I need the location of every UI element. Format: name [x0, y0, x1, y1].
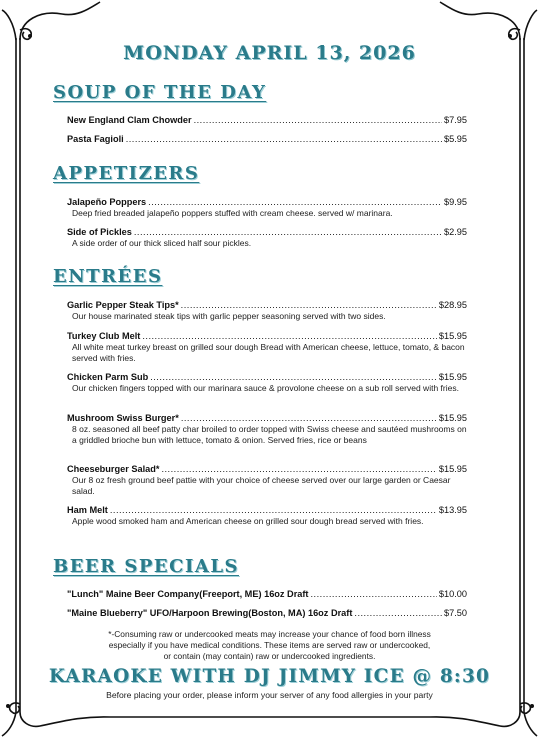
section-title-soup: SOUP OF THE DAY: [53, 82, 267, 103]
item-price: $9.95: [444, 197, 467, 207]
menu-item: [67, 330, 467, 363]
item-price: $7.95: [444, 115, 467, 125]
item-price: $2.95: [444, 227, 467, 237]
item-name: Side of Pickles: [67, 227, 132, 237]
item-name: Mushroom Swiss Burger*: [67, 413, 179, 423]
item-description: Deep fried breaded jalapeño poppers stuffed with cream cheese. served w/ marinara.: [72, 208, 393, 218]
menu-item: [67, 607, 467, 619]
item-name: Jalapeño Poppers: [67, 197, 147, 207]
allergy-notice: Before placing your order, please inform your server of any food allergies in your party: [106, 690, 433, 700]
karaoke-banner: KARAOKE WITH DJ JIMMY ICE @ 8:30: [48, 666, 491, 687]
item-name: Chicken Parm Sub: [67, 372, 149, 382]
item-description: Our house marinated steak tips with garlic pepper seasoning served with two sides.: [72, 311, 386, 321]
item-price: $15.95: [438, 464, 467, 474]
item-price: $13.95: [438, 505, 467, 515]
item-name: "Lunch" Maine Beer Company(Freeport, ME) 16oz Draft: [67, 589, 309, 599]
item-description: Our chicken fingers topped with our marinara sauce & provolone cheese on a sub roll served with fries.: [72, 383, 459, 393]
item-name: Pasta Fagioli: [67, 134, 124, 144]
item-name: New England Clam Chowder: [67, 115, 192, 125]
item-description: A side order of our thick sliced half sour pickles.: [72, 238, 252, 248]
item-name: Ham Melt: [67, 505, 108, 515]
section-title-entrees: ENTRÉES: [53, 266, 163, 287]
menu-item: [67, 196, 467, 219]
item-name: Turkey Club Melt: [67, 331, 141, 341]
item-price: $7.50: [444, 608, 467, 618]
item-description: All white meat turkey breast on grilled sour dough Bread with American cheese, lettuce, tomato, & bacon served with fries.: [72, 342, 465, 363]
item-description: Apple wood smoked ham and American cheese on grilled sour dough bread served with fries.: [72, 516, 424, 526]
item-price: $5.95: [444, 134, 467, 144]
section-title-appetizers: APPETIZERS: [53, 163, 200, 184]
menu-item: [67, 463, 467, 496]
item-price: $28.95: [438, 300, 467, 310]
menu-item: [67, 588, 467, 600]
item-description: 8 oz. seasoned all beef patty char broiled to order topped with Swiss cheese and sautéed mushrooms on a griddled brioche bun with lettuce, tomato & onion. Served fries, rice or beans: [72, 424, 467, 445]
item-price: $10.00: [438, 589, 467, 599]
item-description: Our 8 oz fresh ground beef pattie with your choice of cheese served over our large garden or Caesar salad.: [72, 475, 451, 496]
item-price: $15.95: [438, 331, 467, 341]
item-price: $15.95: [438, 413, 467, 423]
menu-date-heading: MONDAY APRIL 13, 2026: [123, 42, 416, 64]
item-name: Garlic Pepper Steak Tips*: [67, 300, 179, 310]
item-price: $15.95: [438, 372, 467, 382]
menu-item: [67, 371, 467, 394]
menu-item: [67, 504, 467, 527]
warning-line: especially if you have medical conditions. These items are served raw or undercooked,: [108, 640, 431, 650]
section-title-beer-specials: BEER SPECIALS: [53, 556, 239, 577]
item-name: Cheeseburger Salad*: [67, 464, 160, 474]
menu-item: [67, 412, 467, 445]
menu-item: [67, 133, 467, 145]
menu-item: [67, 299, 467, 322]
menu-item: [67, 114, 467, 126]
consumption-warning: [0, 629, 539, 662]
item-name: "Maine Blueberry" UFO/Harpoon Brewing(Boston, MA) 16oz Draft: [67, 608, 353, 618]
warning-line: *-Consuming raw or undercooked meats may increase your chance of food born illness: [108, 629, 431, 639]
menu-item: [67, 226, 467, 249]
warning-line: or contain (may contain) raw or undercooked ingredients.: [163, 651, 376, 661]
